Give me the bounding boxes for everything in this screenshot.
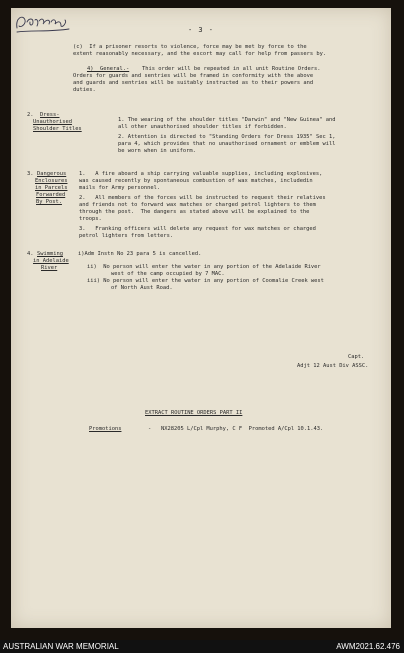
para-c-line1: (c) If a prisoner resorts to violence, force may be met by force to the [73,44,307,50]
document-page [11,8,391,628]
section-2-p2-line1: 2. Attention is directed to "Standing Orders for Dress 1935" Sec 1, [118,134,336,140]
section-3-heading-2: Enclosures [35,178,68,184]
section-4-number: 4. [27,251,34,257]
section-2-heading-2: Unauthorised [33,119,72,125]
section-4-ii-line1: ii) No person will enter the water in any portion of the Adelaide River [87,264,321,270]
section-4-heading-3: River [41,265,58,271]
signature-appointment: Adjt 12 Aust Div ASSC. [297,363,369,369]
section-2-p1-line2: all other unauthorised shoulder titles if forbidden. [118,124,287,130]
promotions-dash: - [148,426,152,432]
section-3-heading-3: in Parcels [35,185,68,191]
promotions-label: Promotions [89,426,122,432]
section-3-p1-line3: mails for Army personnel. [79,185,161,191]
para-4-line1: This order will be repeated in all unit Routine Orders. [142,66,321,72]
institution-name: AUSTRALIAN WAR MEMORIAL [3,642,119,651]
para-4-line4: duties. [73,87,96,93]
section-4-i-line: i)Adm Instn No 23 para 5 is cancelled. [78,251,202,257]
section-4-iii-line2: of North Aust Road. [111,285,173,291]
section-3-heading-5: By Post. [36,199,62,205]
para-c-line2: extent reasonably necessary, and the escort may call for help from passers by. [73,51,327,57]
para-4-label: 4) General.- [87,66,130,72]
section-3-number: 3. [27,171,34,177]
section-3-p2-line3: through the post. The dangers as stated above will be explained to the [79,209,310,215]
section-3-p1-line1: 1. A fire aboard a ship carrying valuable supplies, including explosives, [79,171,323,177]
para-4-line2: Orders for guards and sentries will be framed in conformity with the above [73,73,314,79]
section-3-p2-line2: and friends not to forward wax matches or charged petrol lighters to them [79,202,316,208]
section-2-p2-line3: be worn when in uniform. [118,148,196,154]
footer-bar [0,640,404,653]
section-2-p2-line2: para 4, which provides that no unauthorised ornament or emblem will [118,141,336,147]
section-4-heading-2: in Adelaide [33,258,69,264]
section-2-heading-3: Shoulder Titles [33,126,82,132]
para-4-line3: and guards and sentries will be suitably instructed as to their powers and [73,80,314,86]
section-3-heading-1: Dangerous [37,171,67,177]
section-3-p3-line1: 3. Franking officers will delete any request for wax matches or charged [79,226,316,232]
section-3-p2-line4: troops. [79,216,102,222]
section-3-p3-line2: petrol lighters from letters. [79,233,174,239]
signature-rank: Capt. [348,354,365,360]
section-4-iii-line1: iii) No person will enter the water in any portion of Coomalie Creek west [87,278,324,284]
section-3-heading-4: Forwarded [36,192,66,198]
promotions-entry: NX28205 L/Cpl Murphy, C F Promoted A/Cpl 10.1.43. [161,426,324,432]
section-2-p1-line1: 1. The wearing of the shoulder titles "Darwin" and "New Guinea" and [118,117,336,123]
section-2-number: 2. [27,112,34,118]
section-4-heading-1: Swimming [37,251,63,257]
section-2-heading-1: Dress- [40,112,60,118]
extract-heading: EXTRACT ROUTINE ORDERS PART II [145,410,243,416]
section-3-p2-line1: 2. All members of the forces will be instructed to request their relatives [79,195,326,201]
section-3-p1-line2: was caused recently by spontaneous combustion of wax matches, includedin [79,178,313,184]
page-number: - 3 - [187,26,215,34]
section-4-ii-line2: west of the camp occupied by 7 MAC. [111,271,225,277]
accession-number: AWM2021.62.476 [336,642,400,651]
